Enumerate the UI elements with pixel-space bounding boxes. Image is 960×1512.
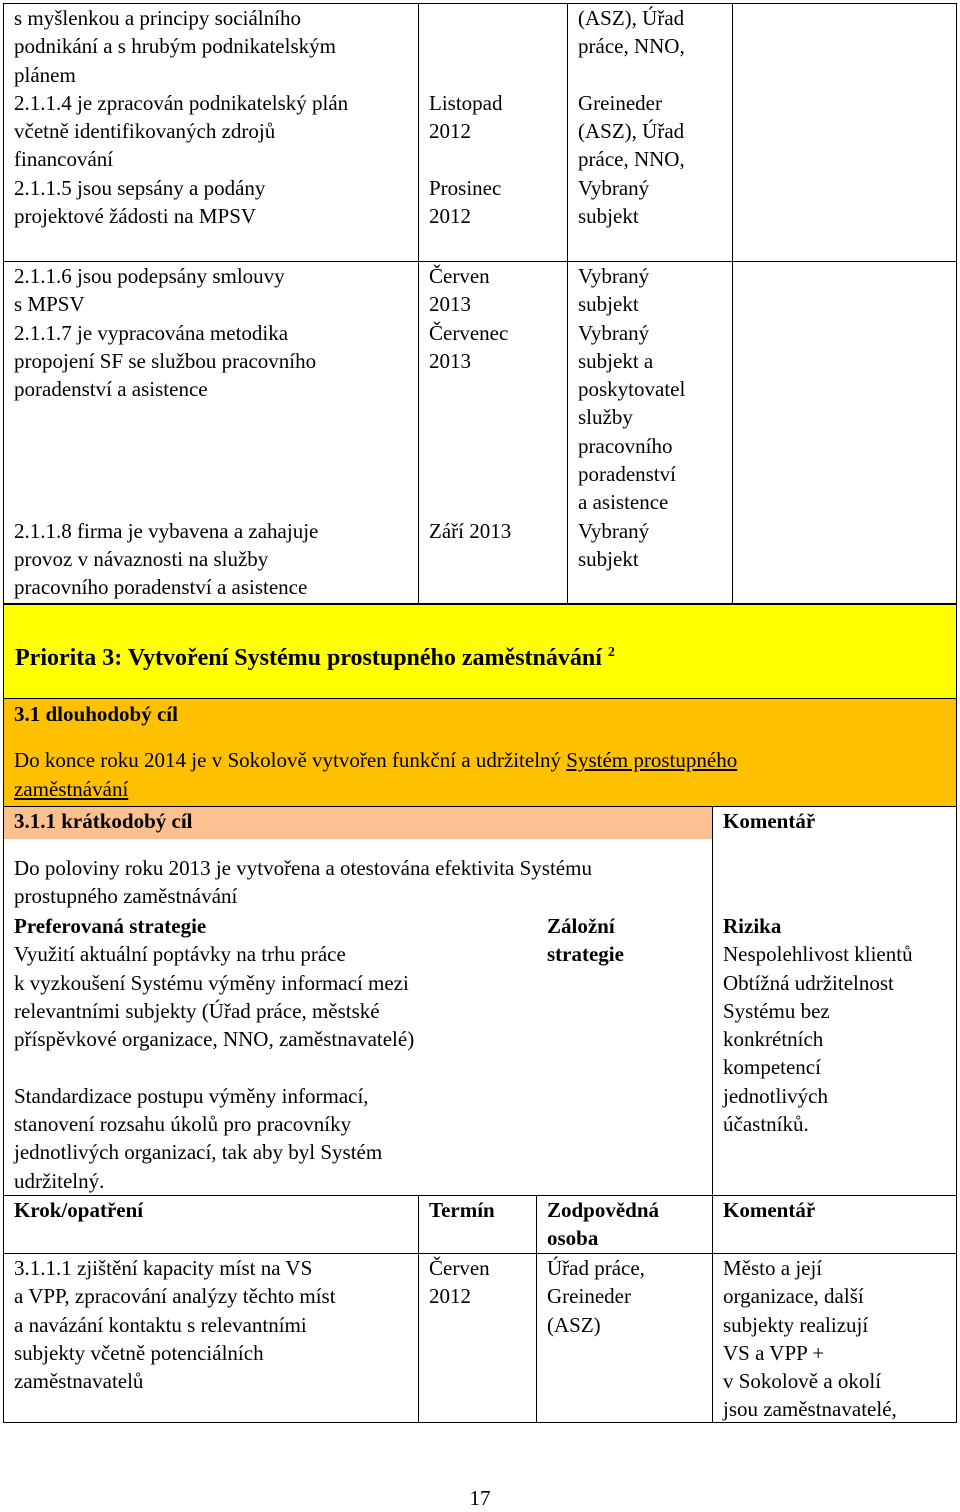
text-line: kompetencí [723,1055,821,1080]
table1-row1-terms [419,4,567,230]
short-term-goal-heading-cell [4,807,712,839]
text-line: Červenec [429,320,509,345]
backup-strategy-label: strategie [547,942,624,967]
text-line [14,403,408,431]
text-line: VS a VPP + [723,1340,825,1365]
text-line: jsou zaměstnavatelé, [723,1397,897,1422]
table1-row2-terms [419,262,567,545]
text-line: projektové žádosti na MPSV [14,204,257,229]
text-line: subjekty včetně potenciálních [14,1340,264,1365]
table-border [3,1195,957,1196]
short-term-goal-text [4,854,712,911]
text-line: 2013 [429,292,471,317]
short-term-goal-heading: 3.1.1 krátkodobý cíl [14,809,193,833]
text-line: Úřad práce, [547,1256,645,1280]
text-line: a asistence [578,490,669,515]
step-term [419,1254,536,1311]
text-line: a VPP, zpracování analýzy těchto míst [14,1284,336,1309]
text-line: (ASZ) [547,1312,601,1337]
table-border [3,1253,957,1254]
text-line [14,488,408,516]
text-line: subjekt a [578,348,654,373]
text-line: 2.1.1.8 firma je vybavena a zahajuje [14,518,319,543]
header-line: osoba [547,1226,599,1251]
text-line: účastníků. [723,1112,809,1137]
text-line: včetně identifikovaných zdrojů [14,119,276,144]
text-line: Využití aktuální poptávky na trhu práce [14,942,346,967]
text-line: a navázání kontaktu s relevantními [14,1312,307,1337]
table-border [712,806,713,1423]
text-line [578,61,722,89]
table-border [3,3,4,604]
backup-strategy [537,912,712,969]
text-line: Vybraný [578,264,650,288]
page-number: 17 [469,1486,491,1510]
text-line: Město a její [723,1256,823,1280]
header-line: Zodpovědná [547,1198,660,1222]
table-border [418,1195,419,1423]
table-border [956,3,957,604]
priority-title-text: Priorita 3: Vytvoření Systému prostupného zaměstnávání [15,645,602,671]
text-line: prostupného zaměstnávání [14,884,238,909]
text-line [14,1053,526,1081]
table-border [3,806,957,807]
text-line: Červen [429,1256,490,1280]
text-line: 2012 [429,119,471,144]
text-line: plánem [14,62,76,87]
step-3-1-1-1 [4,1254,418,1395]
priority-banner [4,605,956,698]
text-line: organizace, další [723,1284,864,1309]
risks-label: Rizika [723,914,782,938]
risks [713,912,956,1138]
goal-text: Do konce roku 2014 je v Sokolově vytvořen funkční a udržitelný [14,748,567,773]
text-line [429,61,557,89]
text-line: Vybraný [578,320,650,345]
preferred-strategy-label: Preferovaná strategie [14,914,207,938]
table-border [3,604,957,605]
priority-title [15,637,615,674]
text-line [14,460,408,488]
text-line: stanovení rozsahu úkolů pro pracovníky [14,1112,352,1137]
goal-text-underlined: Systém prostupného [566,748,738,773]
text-line [429,460,557,488]
text-line: s myšlenkou a principy sociálního [14,6,301,30]
text-line: poradenství [578,462,676,487]
text-line: 2.1.1.7 je vypracována metodika [14,320,289,345]
text-line: propojení SF se službou pracovního [14,348,317,373]
text-line: Greineder [547,1284,631,1309]
text-line: Vybraný [578,518,650,543]
text-line: Systému bez [723,998,830,1023]
text-line: práce, NNO, [578,34,685,59]
text-line: konkrétních [723,1027,824,1052]
text-line: Obtížná udržitelnost [723,970,894,995]
table-border [536,1195,537,1423]
footnote-marker: 2 [607,645,615,660]
text-line: pracovního poradenství a asistence [14,575,308,600]
text-line: Vybraný [578,175,650,200]
table1-row1-steps [4,4,418,230]
text-line: relevantními subjekty (Úřad práce, městské [14,998,380,1023]
text-line: pracovního [578,433,673,458]
table-border [567,3,568,604]
text-line: jednotlivých [723,1083,828,1108]
text-line: příspěvkové organizace, NNO, zaměstnavatelé) [14,1027,415,1052]
table-border [956,604,957,1423]
text-line: k vyzkoušení Systému výměny informací mezi [14,970,409,995]
text-line: Červen [429,264,490,288]
table1-row1-responsible [568,4,732,230]
table-border [3,604,4,1423]
text-line: Nespolehlivost klientů [723,942,913,967]
steps-header-step: Krok/opatření [14,1198,144,1222]
text-line: poradenství a asistence [14,377,208,402]
text-line [14,432,408,460]
text-line: 2.1.1.4 je zpracován podnikatelský plán [14,90,349,115]
text-line: zaměstnavatelů [14,1369,144,1394]
table1-row2-responsible [568,262,732,573]
text-line [429,32,557,60]
text-line: 2.1.1.6 jsou podepsány smlouvy [14,264,285,288]
text-line [429,488,557,516]
text-line: Do poloviny roku 2013 je vytvořena a otestována efektivita Systému [14,856,592,880]
text-line [429,403,557,431]
backup-strategy-label: Záložní [547,914,615,938]
steps-header-responsible [537,1196,712,1253]
text-line: Září 2013 [429,518,512,543]
long-term-goal-heading: 3.1 dlouhodobý cíl [14,702,178,726]
text-line: s MPSV [14,292,85,317]
table-border [732,3,733,604]
text-line: jednotlivých organizací, tak aby byl Systém [14,1140,383,1165]
text-line [429,432,557,460]
text-line [429,4,557,32]
text-line: poskytovatel [578,377,686,402]
steps-header-term: Termín [429,1198,495,1222]
short-term-goal-comment-label: Komentář [723,809,816,833]
step-responsible [537,1254,712,1339]
table1-row2-steps [4,262,418,602]
text-line: financování [14,147,114,172]
text-line: udržitelný. [14,1168,105,1193]
preferred-strategy [4,912,536,1195]
text-line [429,145,557,173]
step-comment [713,1254,956,1424]
text-line: (ASZ), Úřad [578,6,685,30]
text-line: subjekt [578,204,639,229]
table-border [3,698,957,699]
steps-header-comment: Komentář [723,1198,816,1222]
text-line: 2012 [429,204,471,229]
text-line: Greineder [578,90,662,115]
text-line: subjekty realizují [723,1312,869,1337]
text-line: 3.1.1.1 zjištění kapacity míst na VS [14,1256,313,1280]
text-line: (ASZ), Úřad [578,119,685,144]
text-line: Standardizace postupu výměny informací, [14,1083,369,1108]
text-line: provoz v návaznosti na služby [14,546,269,571]
table-border [418,3,419,604]
text-line: podnikání a s hrubým podnikatelským [14,34,336,59]
table-border [3,1422,957,1423]
text-line: Listopad [429,90,503,115]
table-border [3,3,957,4]
text-line: subjekt [578,292,639,317]
text-line: Prosinec [429,175,502,200]
table-border [3,261,957,262]
text-line: 2012 [429,1284,471,1309]
text-line: v Sokolově a okolí [723,1369,882,1394]
text-line: 2013 [429,348,471,373]
text-line: 2.1.1.5 jsou sepsány a podány [14,175,266,200]
text-line [429,375,557,403]
goal-text-underlined: zaměstnávání [14,776,129,801]
text-line: služby [578,405,633,430]
long-term-goal [4,699,956,806]
long-term-goal-text [14,746,946,803]
text-line: subjekt [578,546,639,571]
text-line: práce, NNO, [578,147,685,172]
